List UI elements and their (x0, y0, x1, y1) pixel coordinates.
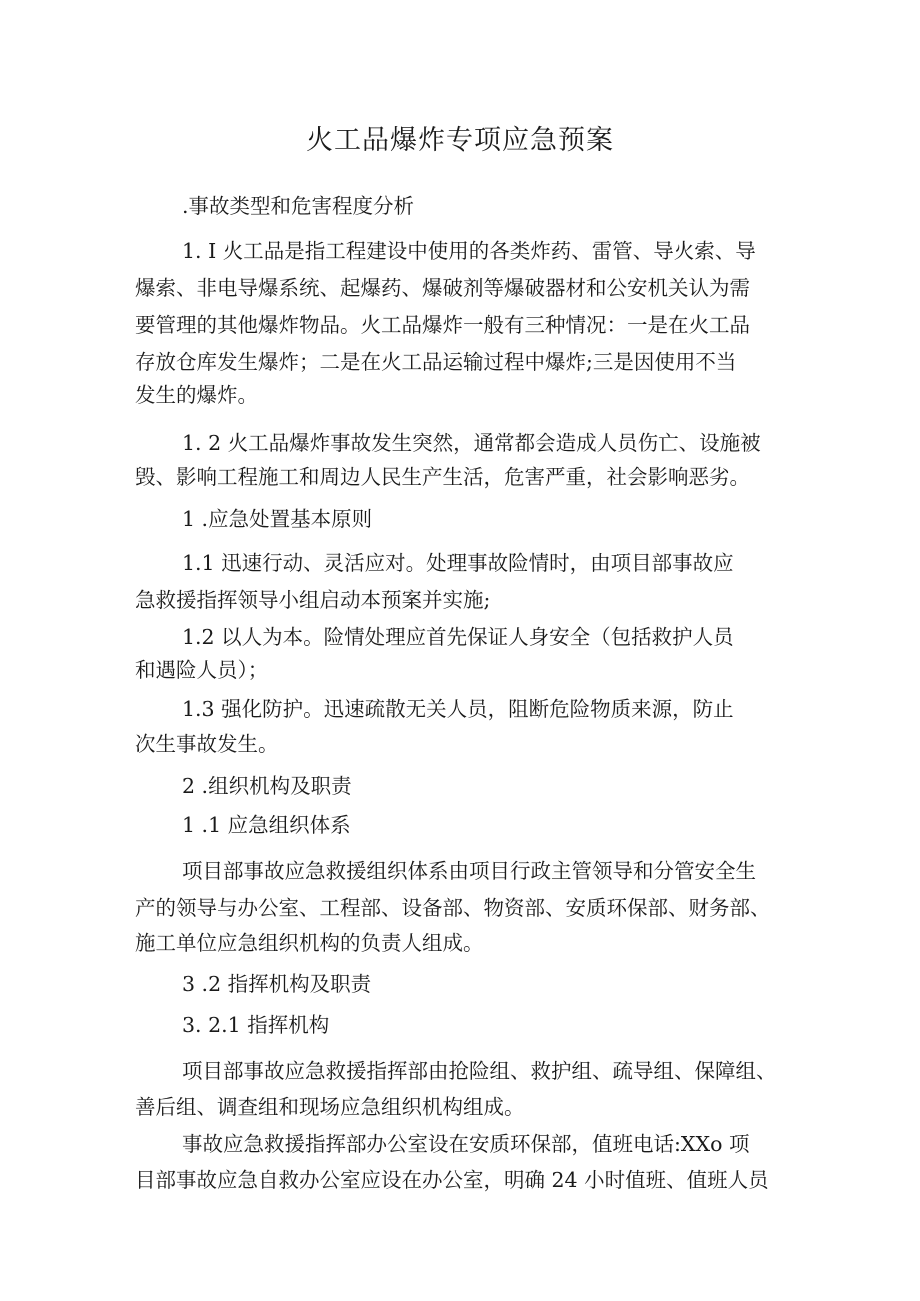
page-title: 火工品爆炸专项应急预案 (306, 125, 614, 156)
paragraph-line: 1.1 迅速行动、灵活应对。处理事故险情时，由项目部事故应 (182, 551, 734, 575)
paragraph-line: 和遇险人员）； (135, 658, 269, 682)
paragraph-line: 爆索、非电导爆系统、起爆药、爆破剂等爆破器材和公安机关认为需 (135, 276, 750, 300)
section-heading: 3 .2 指挥机构及职责 (182, 972, 372, 996)
section-heading: 1 .应急处置基本原则 (182, 507, 373, 531)
paragraph-line: 毁、影响工程施工和周边人民生产生活，危害严重，社会影响恶劣。 (135, 465, 750, 489)
section-heading: 1 .1 应急组织体系 (182, 813, 351, 837)
paragraph-line: 1. I 火工品是指工程建设中使用的各类炸药、雷管、导火索、导 (182, 239, 756, 263)
paragraph-line: 事故应急救援指挥部办公室设在安质环保部，值班电话:XXo 项 (182, 1132, 750, 1156)
section-heading: 2 .组织机构及职责 (182, 774, 352, 798)
paragraph-line: 发生的爆炸。 (135, 383, 258, 407)
paragraph-line: 1.2 以人为本。险情处理应首先保证人身安全（包括救护人员 (182, 625, 734, 649)
paragraph-line: 施工单位应急组织机构的负责人组成。 (135, 931, 484, 955)
paragraph-line: 产的领导与办公室、工程部、设备部、物资部、安质环保部、财务部、 (135, 896, 771, 920)
paragraph-line: 次生事故发生。 (135, 732, 279, 756)
paragraph-line: 善后组、调查组和现场应急组织机构组成。 (135, 1095, 525, 1119)
paragraph-line: 存放仓库发生爆炸；二是在火工品运输过程中爆炸;三是因使用不当 (135, 350, 737, 374)
paragraph-line: 目部事故应急自救办公室应设在办公室，明确 24 小时值班、值班人员 (135, 1168, 769, 1192)
paragraph-line: 项目部事故应急救援组织体系由项目行政主管领导和分管安全生 (182, 859, 756, 883)
section-heading: .事故类型和危害程度分析 (182, 194, 415, 218)
paragraph-line: 1. 2 火工品爆炸事故发生突然，通常都会造成人员伤亡、设施被 (182, 431, 761, 455)
paragraph-line: 急救援指挥领导小组启动本预案并实施; (135, 588, 491, 612)
paragraph-line: 1.3 强化防护。迅速疏散无关人员，阻断危险物质来源，防止 (182, 697, 734, 721)
paragraph-line: 要管理的其他爆炸物品。火工品爆炸一般有三种情况：一是在火工品 (135, 313, 750, 337)
paragraph-line: 项目部事故应急救援指挥部由抢险组、救护组、疏导组、保障组、 (182, 1059, 777, 1083)
section-heading: 3. 2.1 指挥机构 (182, 1013, 330, 1037)
